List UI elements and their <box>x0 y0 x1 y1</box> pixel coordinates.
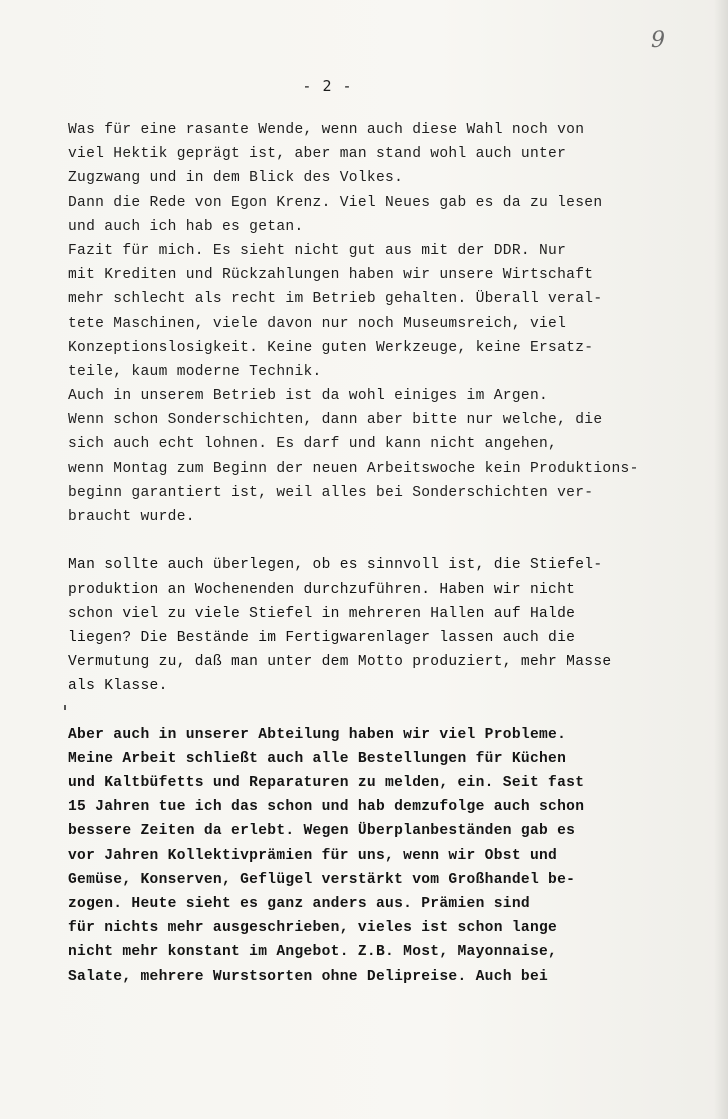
text-line: mit Krediten und Rückzahlungen haben wir unsere Wirtschaft <box>68 267 594 284</box>
text-line: nicht mehr konstant im Angebot. Z.B. Most, Mayonnaise, <box>68 944 558 961</box>
text-line: produktion an Wochenenden durchzuführen. Haben wir nicht <box>68 581 576 598</box>
page-number: - 2 - <box>302 77 353 95</box>
text-line: Aber auch in unserer Abteilung haben wir viel Probleme. <box>68 726 567 743</box>
typed-letter-body <box>68 118 708 989</box>
text-line: Gemüse, Konserven, Geflügel verstärkt vom Großhandel be- <box>68 871 576 888</box>
text-line: teile, kaum moderne Technik. <box>68 363 322 380</box>
text-line: Auch in unserem Betrieb ist da wohl einiges im Argen. <box>68 388 549 405</box>
paragraph-election-and-economy <box>68 118 708 384</box>
text-line: Dann die Rede von Egon Krenz. Viel Neues gab es da zu lesen <box>68 194 603 211</box>
text-line: Salate, mehrere Wurstsorten ohne Delipreise. Auch bei <box>68 968 549 985</box>
paragraph-gap <box>68 699 708 723</box>
text-line: Konzeptionslosigkeit. Keine guten Werkzeuge, keine Ersatz- <box>68 339 594 356</box>
text-line: viel Hektik geprägt ist, aber man stand wohl auch unter <box>68 146 567 163</box>
text-line: für nichts mehr ausgeschrieben, vieles ist schon lange <box>68 920 558 937</box>
text-line: sich auch echt lohnen. Es darf und kann nicht angehen, <box>68 436 558 453</box>
paragraph-boot-production <box>68 553 708 698</box>
text-line: als Klasse. <box>68 678 168 695</box>
text-line: tete Maschinen, viele davon nur noch Museumsreich, viel <box>68 315 567 332</box>
text-line: zogen. Heute sieht es ganz anders aus. Prämien sind <box>68 896 530 912</box>
text-line: wenn Montag zum Beginn der neuen Arbeitswoche kein Produktions- <box>68 460 639 477</box>
text-line: schon viel zu viele Stiefel in mehreren Hallen auf Halde <box>68 605 576 622</box>
paper-edge-shadow <box>714 0 728 1119</box>
text-line: braucht wurde. <box>68 509 195 525</box>
text-line: beginn garantiert ist, weil alles bei Sonderschichten ver- <box>68 484 594 501</box>
text-line: 15 Jahren tue ich das schon und hab demzufolge auch schon <box>68 799 585 816</box>
text-line: Zugzwang und in dem Blick des Volkes. <box>68 170 404 187</box>
text-line: Was für eine rasante Wende, wenn auch diese Wahl noch von <box>68 122 585 138</box>
text-line: Fazit für mich. Es sieht nicht gut aus mit der DDR. Nur <box>68 242 567 259</box>
text-line: Wenn schon Sonderschichten, dann aber bitte nur welche, die <box>68 412 603 429</box>
paragraph-department-problems <box>68 723 708 989</box>
text-line: Man sollte auch überlegen, ob es sinnvoll ist, die Stiefel- <box>68 557 603 574</box>
text-line: vor Jahren Kollektivprämien für uns, wenn wir Obst und <box>68 847 558 864</box>
paragraph-gap <box>68 529 708 553</box>
text-line: Meine Arbeit schließt auch alle Bestellungen für Küchen <box>68 750 567 767</box>
text-line: liegen? Die Bestände im Fertigwarenlager lassen auch die <box>68 629 576 646</box>
text-line: und auch ich hab es getan. <box>68 218 304 235</box>
handwritten-page-mark: 9 <box>651 28 665 53</box>
text-line: und Kaltbüfetts und Reparaturen zu melden, ein. Seit fast <box>68 775 585 792</box>
paragraph-special-shifts <box>68 384 708 529</box>
text-line: bessere Zeiten da erlebt. Wegen Überplanbeständen gab es <box>68 823 576 840</box>
stray-ink-mark <box>64 705 66 710</box>
text-line: Vermutung zu, daß man unter dem Motto produziert, mehr Masse <box>68 654 612 671</box>
text-line: mehr schlecht als recht im Betrieb gehalten. Überall veral- <box>68 291 603 308</box>
